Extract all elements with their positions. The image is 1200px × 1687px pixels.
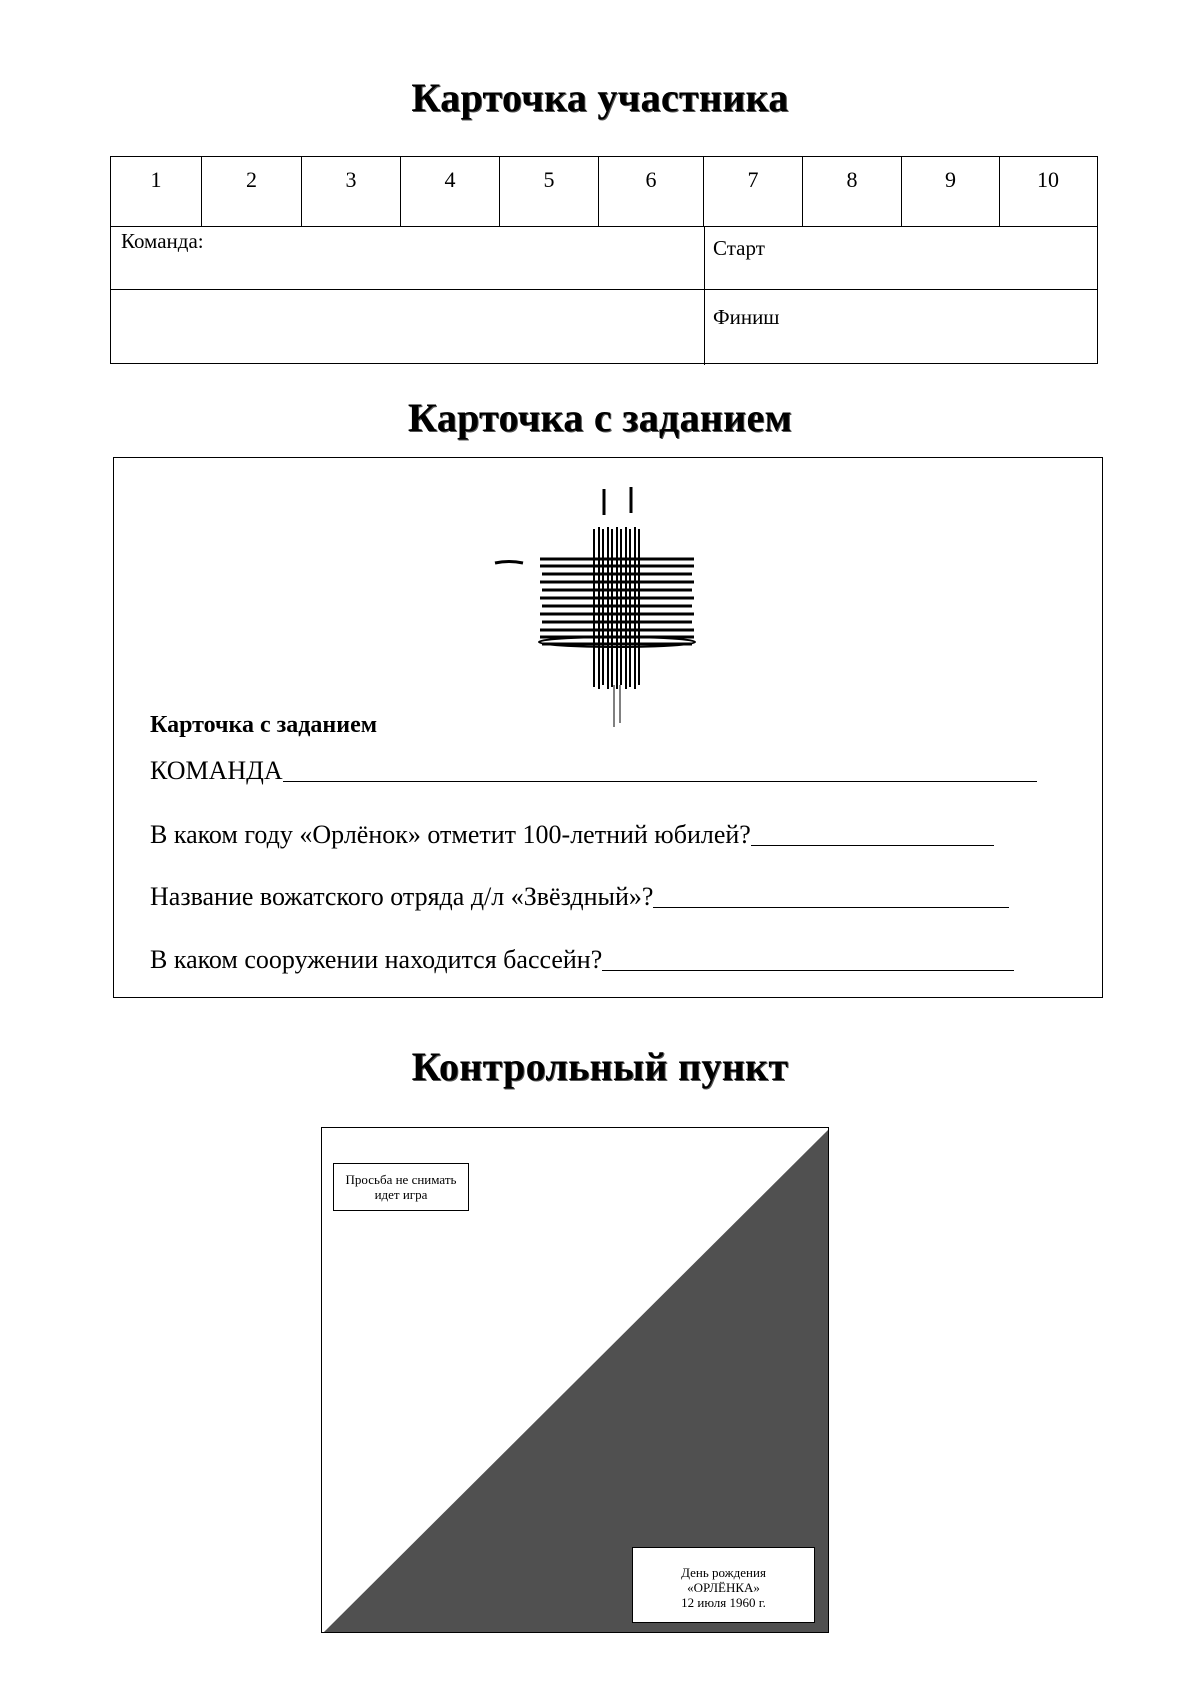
number-cell: 1 <box>111 157 202 226</box>
answer-underline <box>283 781 1037 782</box>
participant-card-title: Карточка участника <box>411 75 789 120</box>
number-row <box>111 157 1097 227</box>
note-line: «ОРЛЁНКА» <box>687 1579 760 1595</box>
card-divider <box>704 226 705 365</box>
question-anniversary[interactable] <box>150 820 994 850</box>
answer-underline <box>751 845 994 846</box>
team-label: Команда: <box>121 229 204 253</box>
do-not-remove-note <box>333 1163 469 1211</box>
number-cell: 5 <box>500 157 599 226</box>
number-cell: 8 <box>803 157 902 226</box>
number-cell: 7 <box>704 157 803 226</box>
note-line: идет игра <box>374 1186 428 1202</box>
note-line: День рождения <box>681 1565 766 1580</box>
number-cell: 10 <box>1037 167 1059 192</box>
task-card-title: Карточка с заданием <box>150 712 378 738</box>
team-row <box>111 226 1097 290</box>
participant-card <box>110 156 1098 364</box>
answer-underline <box>653 907 1009 908</box>
question-squad-name[interactable] <box>150 882 1009 912</box>
finish-label: Финиш <box>713 305 780 329</box>
number-cell: 2 <box>202 157 302 226</box>
question-pool-building[interactable] <box>150 945 1014 975</box>
start-label: Старт <box>713 236 765 260</box>
number-cell: 9 <box>902 157 1000 226</box>
birthday-note <box>632 1547 815 1623</box>
number-cell: 4 <box>401 157 500 226</box>
question-text: В каком сооружении находится бассейн? <box>150 945 603 974</box>
note-line: Просьба не снимать <box>345 1172 457 1187</box>
task-card-heading: Карточка с заданием <box>407 395 793 440</box>
team-name-label: КОМАНДА <box>150 756 283 785</box>
number-cell: 3 <box>302 157 401 226</box>
question-text: Название вожатского отряда д/л «Звёздный»? <box>150 882 654 911</box>
team-name-field[interactable] <box>150 756 1037 786</box>
question-text: В каком году «Орлёнок» отметит 100-летний юбилей? <box>150 820 751 849</box>
note-line: 12 июля 1960 г. <box>681 1594 766 1610</box>
torch-emblem-icon <box>490 485 700 730</box>
answer-underline <box>602 970 1014 971</box>
checkpoint-title: Контрольный пункт <box>411 1044 789 1089</box>
number-cell: 6 <box>599 157 704 226</box>
